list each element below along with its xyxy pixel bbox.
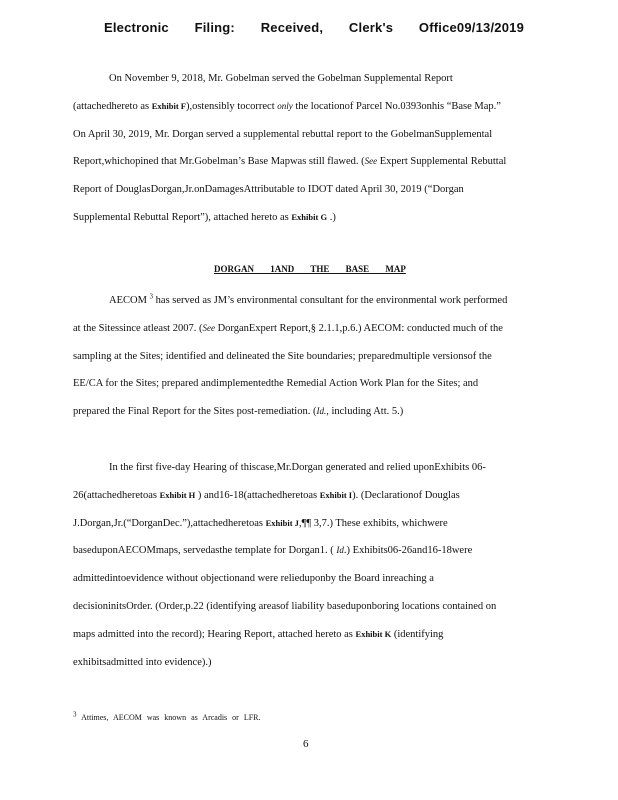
paragraph-3 [73, 454, 511, 676]
text-run: DorganExpert Report,§ 2.1.1,p.6.) AECOM: conducted much of the sampling at the Sites; identified and delineated the Site boundaries; preparedmultiple versionsof the EE/CA for the Sites; prepared andimplementedthe Remedial Action Work Plan for the Sites; and prepared the Final Report for the Sites post-remediation. ( [73, 322, 503, 418]
paragraph-1 [73, 65, 511, 232]
text-run: .) [329, 211, 336, 223]
italic-text: Id [336, 545, 344, 556]
text-run: In the first five-day Hearing of thiscase,Mr.Dorgan generated and relied uponExhibits 06-26(attachedheretoas [73, 462, 486, 501]
text-run: On November 9, 2018, Mr. Gobelman served the Gobelman Supplemental Report (attachedhereto as [73, 73, 453, 112]
italic-text: only [277, 100, 293, 111]
footnote-text: Attimes, AECOM was known as Arcadis or LFR. [81, 713, 261, 722]
text-run: (identifying exhibitsadmitted into evidence).) [73, 628, 444, 668]
text-run: AECOM [109, 295, 147, 306]
italic-text: See [202, 322, 215, 333]
text-run: ,¶¶ 3,7.) These exhibits, whichwere baseduponAECOMmaps, servedasthe template for Dorgan1. ( [73, 517, 448, 557]
footnote-number: 3 [73, 710, 77, 719]
text-run: , including Att. 5.) [326, 406, 404, 418]
exhibit-reference: Exhibit H [159, 489, 196, 500]
italic-text: See [364, 156, 378, 167]
italic-text: Id. [316, 406, 327, 417]
text-run: ) and16-18(attachedheretoas [197, 489, 318, 501]
filing-header [104, 20, 524, 35]
exhibit-reference: Exhibit F [151, 100, 186, 111]
paragraph-text [73, 287, 511, 426]
footnote-marker: 3 [149, 292, 154, 301]
text-run: .) Exhibits06-26and16-18were admittedintoevidence without objectionand were relieduponby the Board inreaching a decisioninitsOrder. (Order,p.22 (identifying areasof liability baseduponboring locations contained on maps admitted into the record); Hearing Report, attached hereto as [73, 545, 497, 640]
header-word: Electronic [104, 20, 169, 35]
exhibit-reference: Exhibit I [319, 489, 353, 500]
exhibit-reference: Exhibit G [291, 211, 328, 222]
exhibit-reference: Exhibit K [355, 628, 392, 639]
footnote [73, 710, 261, 722]
section-heading: DORGAN 1AND THE BASE MAP [214, 264, 406, 274]
header-word: Office09/13/2019 [418, 20, 524, 35]
header-word: Received, [260, 20, 324, 35]
text-run: Expert Supplemental Rebuttal Report of DouglasDorgan,Jr.onDamagesAttributable to IDOT dated April 30, 2019 (“Dorgan Supplemental Rebuttal Report”), attached hereto as [73, 156, 507, 223]
paragraph-2 [73, 287, 511, 426]
text-run: ). (Declarationof Douglas J.Dorgan,Jr.(“DorganDec.”),attachedheretoas [73, 489, 460, 529]
page-number: 6 [303, 738, 309, 750]
paragraph-text [73, 454, 511, 676]
text-run: the locationof Parcel No.0393onhis “Base Map.” On April 30, 2019, Mr. Dorgan served a supplemental rebuttal report to the GobelmanSupplemental Report,whichopined that Mr.Gobelman’s Base Mapwas still flawed. ( [73, 100, 501, 168]
exhibit-reference: Exhibit J [265, 517, 299, 528]
text-run: ),ostensibly tocorrect [185, 100, 275, 112]
header-word: Filing: [194, 20, 235, 35]
header-word: Clerk's [348, 20, 394, 35]
text-run: has served as JM’s environmental consultant for the environmental work performed at the Sitessince atleast 2007. ( [73, 295, 508, 334]
paragraph-text [73, 65, 511, 232]
